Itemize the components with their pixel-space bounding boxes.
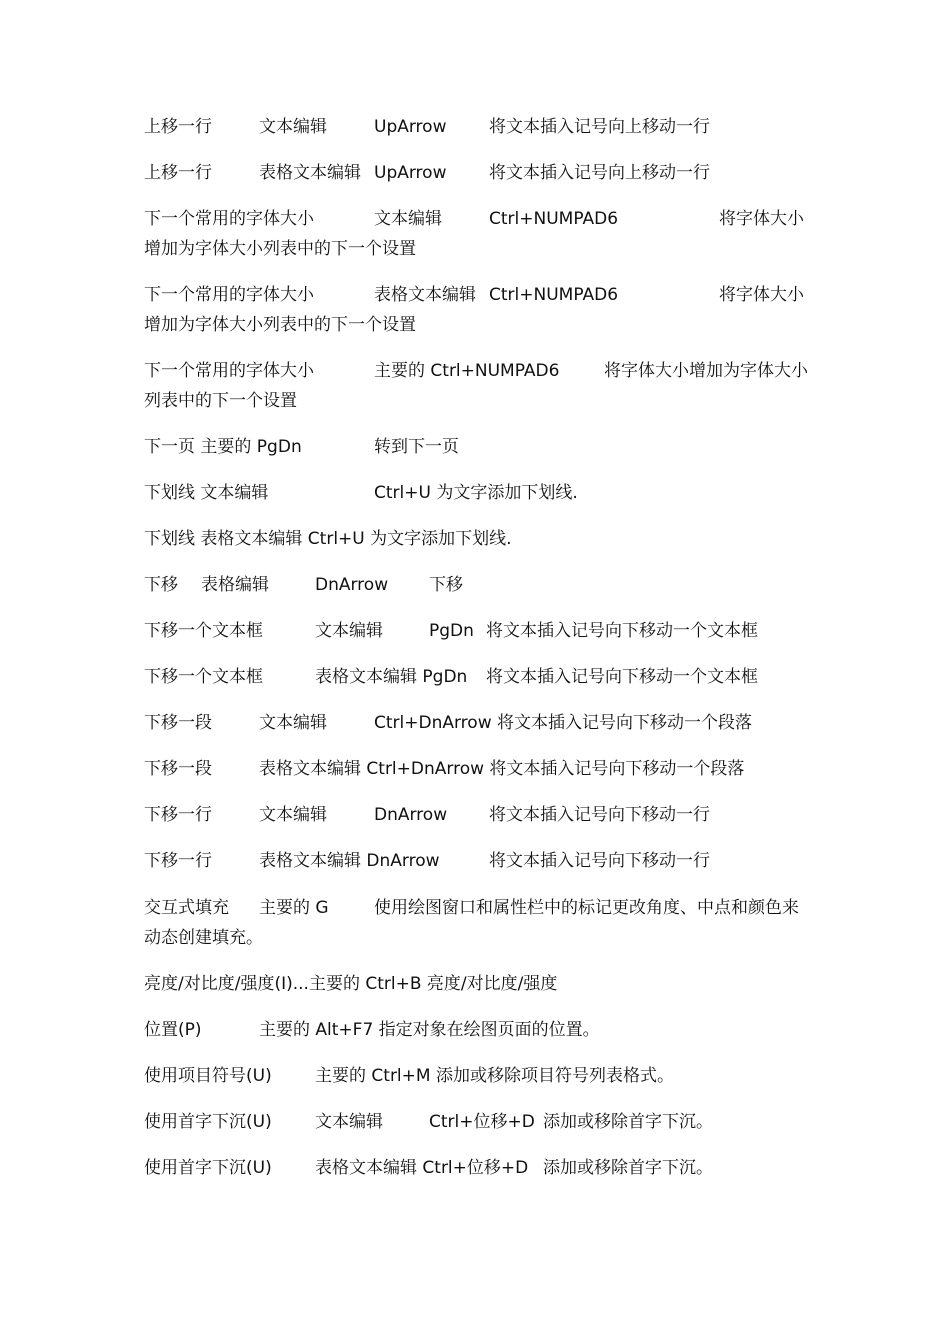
shortcut-entry: 上移一行 表格文本编辑 UpArrow 将文本插入记号向上移动一行: [144, 163, 710, 183]
shortcut-entry: 上移一行 文本编辑 UpArrow 将文本插入记号向上移动一行: [144, 117, 710, 137]
shortcut-entry: 使用首字下沉(U) 文本编辑 Ctrl+位移+D 添加或移除首字下沉。: [144, 1112, 713, 1132]
shortcut-entry: 下一个常用的字体大小 主要的 Ctrl+NUMPAD6 将字体大小增加为字体大小列表中的下一个设置: [144, 361, 808, 411]
shortcut-entry: 下划线 文本编辑 Ctrl+U 为文字添加下划线.: [144, 483, 578, 503]
shortcut-entry: 下一页 主要的 PgDn 转到下一页: [144, 437, 459, 457]
shortcut-entry: 使用项目符号(U) 主要的 Ctrl+M 添加或移除项目符号列表格式。: [144, 1066, 674, 1086]
shortcut-entry: 下移一段 表格文本编辑 Ctrl+DnArrow 将文本插入记号向下移动一个段落: [144, 759, 745, 779]
shortcut-entry: 位置(P) 主要的 Alt+F7 指定对象在绘图页面的位置。: [144, 1020, 600, 1040]
shortcut-entry: 交互式填充 主要的 G 使用绘图窗口和属性栏中的标记更改角度、中点和颜色来动态创建填充。: [144, 898, 799, 948]
shortcut-entry: 下划线 表格文本编辑 Ctrl+U 为文字添加下划线.: [144, 529, 512, 549]
shortcut-entry: 下移一个文本框 文本编辑 PgDn 将文本插入记号向下移动一个文本框: [144, 621, 758, 641]
shortcut-entry: 下一个常用的字体大小 表格文本编辑 Ctrl+NUMPAD6 将字体大小增加为字体大小列表中的下一个设置: [144, 285, 804, 335]
shortcut-entry: 亮度/对比度/强度(I)...主要的 Ctrl+B 亮度/对比度/强度: [144, 974, 558, 994]
shortcut-entry: 下移一行 文本编辑 DnArrow 将文本插入记号向下移动一行: [144, 805, 710, 825]
shortcut-entry: 下一个常用的字体大小 文本编辑 Ctrl+NUMPAD6 将字体大小增加为字体大小列表中的下一个设置: [144, 209, 804, 259]
shortcut-entry: 使用首字下沉(U) 表格文本编辑 Ctrl+位移+D 添加或移除首字下沉。: [144, 1158, 713, 1178]
shortcut-entry: 下移一行 表格文本编辑 DnArrow 将文本插入记号向下移动一行: [144, 851, 710, 871]
shortcut-entry: 下移一段 文本编辑 Ctrl+DnArrow 将文本插入记号向下移动一个段落: [144, 713, 753, 733]
shortcut-entry: 下移 表格编辑 DnArrow 下移: [144, 575, 463, 595]
shortcut-entry: 下移一个文本框 表格文本编辑 PgDn 将文本插入记号向下移动一个文本框: [144, 667, 758, 687]
